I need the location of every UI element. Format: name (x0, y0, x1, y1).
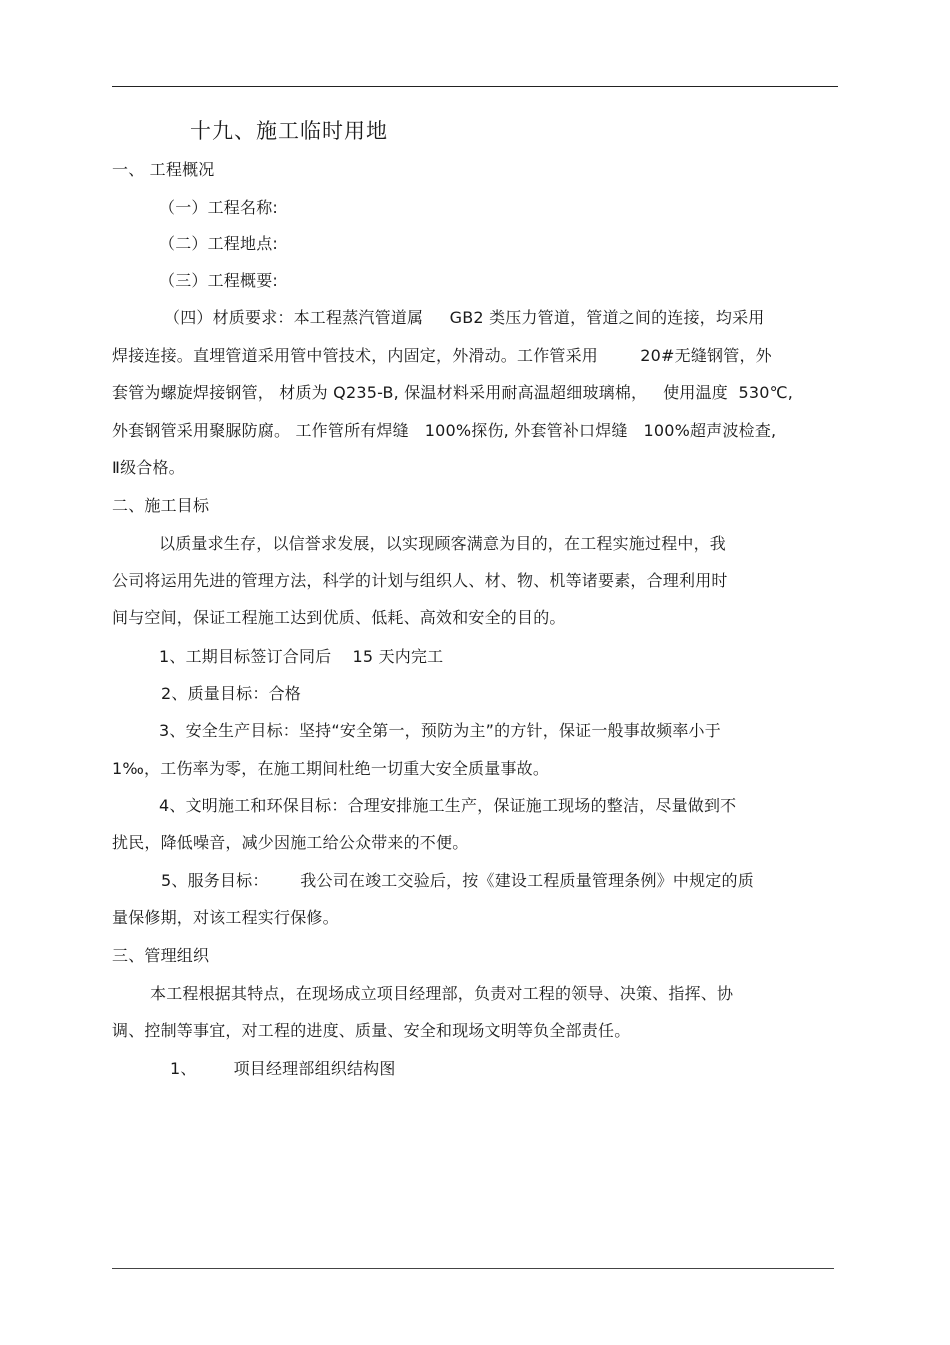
material-paragraph-line: 焊接连接。直埋管道采用管中管技术，内固定，外滑动。工作管采用 20#无缝钢管，外 (112, 346, 772, 365)
goal-service-continued: 量保修期，对该工程实行保修。 (112, 908, 339, 927)
material-paragraph-line: 外套钢管采用聚脲防腐。 工作管所有焊缝 100%探伤, 外套管补口焊缝 100%超声波检查, (112, 421, 777, 440)
section-heading-goals: 二、施工目标 (112, 496, 210, 515)
overview-item-location: （二）工程地点: (159, 234, 278, 253)
goals-intro-line: 间与空间，保证工程施工达到优质、低耗、高效和安全的目的。 (112, 608, 566, 627)
material-paragraph-line: （四）材质要求：本工程蒸汽管道属 GB2 类压力管道，管道之间的连接，均采用 (164, 308, 765, 327)
goal-quality: 2、质量目标：合格 (161, 684, 301, 703)
material-paragraph-line: 套管为螺旋焊接钢管， 材质为 Q235-B, 保温材料采用耐高温超细玻璃棉， 使用温度 530℃, (112, 383, 794, 402)
management-paragraph-line: 本工程根据其特点，在现场成立项目经理部，负责对工程的领导、决策、指挥、协 (150, 984, 734, 1003)
goal-environment-continued: 扰民，降低噪音，减少因施工给公众带来的不便。 (112, 833, 469, 852)
section-heading-overview: 一、 工程概况 (112, 160, 215, 179)
management-paragraph-line: 调、控制等事宜，对工程的进度、质量、安全和现场文明等负全部责任。 (112, 1021, 631, 1040)
header-rule (112, 86, 838, 87)
overview-item-summary: （三）工程概要: (159, 271, 278, 290)
goal-service: 5、服务目标： 我公司在竣工交验后，按《建设工程质量管理条例》中规定的质 (161, 871, 754, 890)
goal-safety: 3、安全生产目标：坚持“安全第一，预防为主”的方针，保证一般事故频率小于 (159, 721, 721, 740)
material-paragraph-line: Ⅱ级合格。 (112, 458, 185, 477)
goal-schedule: 1、工期目标签订合同后 15 天内完工 (159, 647, 444, 666)
section-heading-management: 三、管理组织 (112, 946, 210, 965)
footer-rule (112, 1268, 834, 1269)
page-title: 十九、施工临时用地 (190, 119, 388, 143)
goals-intro-line: 以质量求生存，以信誉求发展，以实现顾客满意为目的，在工程实施过程中，我 (159, 534, 727, 553)
goal-safety-continued: 1‰，工伤率为零，在施工期间杜绝一切重大安全质量事故。 (112, 759, 550, 778)
goal-environment: 4、文明施工和环保目标：合理安排施工生产，保证施工现场的整洁，尽量做到不 (159, 796, 737, 815)
goals-intro-line: 公司将运用先进的管理方法，科学的计划与组织人、材、物、机等诸要素，合理利用时 (112, 571, 728, 590)
org-chart-heading: 1、 项目经理部组织结构图 (170, 1059, 396, 1078)
overview-item-name: （一）工程名称: (159, 198, 278, 217)
